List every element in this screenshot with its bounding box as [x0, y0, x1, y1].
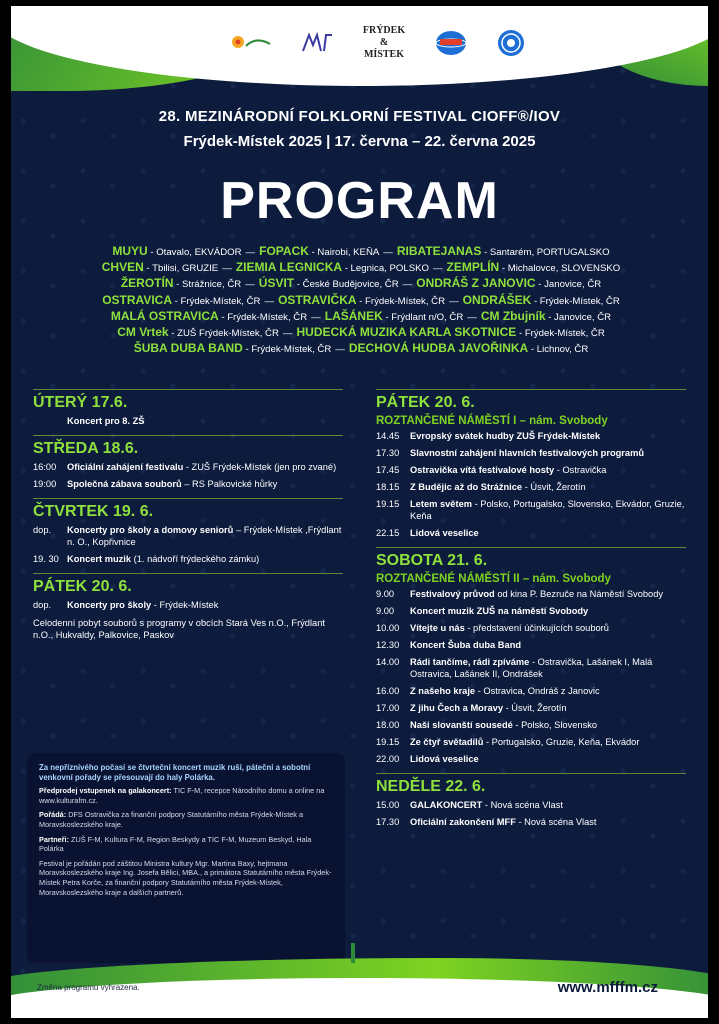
- ensemble-origin: - Frýdek-Místek, ČR: [516, 328, 605, 340]
- venue-heading: ROZTANČENÉ NÁMĚSTÍ II – nám. Svobody: [376, 573, 611, 585]
- event-text: [410, 464, 686, 476]
- ensemble-origin: - Tbilisi, GRUZIE: [143, 263, 219, 275]
- ensemble-name: MALÁ OSTRAVICA: [110, 308, 219, 323]
- event-time: 19. 30: [33, 554, 59, 564]
- event-title: Koncert muzik ZUŠ na náměstí Svobody: [410, 606, 589, 616]
- event-title: Oficiální zakončení MFF: [410, 817, 516, 827]
- festival-name: 28. MEZINÁRODNÍ FOLKLORNÍ FESTIVAL CIOFF®/IOV: [158, 108, 561, 125]
- presale-label: Předprodej vstupenek na galakoncert:: [39, 786, 172, 796]
- day-heading: STŘEDA 18.6.: [33, 440, 139, 457]
- event-title: Festivalový průvod: [410, 589, 495, 599]
- event-text: [410, 639, 686, 651]
- event-time: 16.00: [376, 686, 400, 696]
- event-time: 15.00: [376, 800, 400, 810]
- presale-text: TIC F-M, recepce Národního domu a online na www.kulturafm.cz.: [39, 786, 325, 805]
- ensemble-row: [31, 309, 691, 325]
- ensemble-row: [31, 341, 691, 357]
- event-title: Lidová veselice: [410, 754, 479, 764]
- event-text: [67, 461, 343, 473]
- event-detail: - ZUŠ Frýdek-Místek (jen pro zvané): [183, 462, 337, 472]
- event-time: 9.00: [376, 606, 395, 616]
- event-text: [410, 685, 686, 697]
- ensemble-row: [31, 293, 691, 309]
- event-title: Koncerty pro školy: [67, 600, 152, 610]
- event-text: [410, 736, 686, 748]
- event-detail: - Polsko, Slovensko: [512, 720, 598, 730]
- tower-silhouette-icon: [351, 943, 355, 963]
- event-text: [410, 622, 686, 634]
- ensemble-name: ŽEROTÍN: [120, 276, 174, 291]
- ensemble-separator: —: [311, 311, 321, 323]
- ensemble-origin: - Santarém, PORTUGALSKO: [481, 247, 610, 258]
- weather-note: Za nepříznivého počasí se čtvrteční koncert muzik ruší, páteční a sobotní venkovní pořady se přesouvají do haly Polárka.: [39, 763, 311, 782]
- event-detail: - Portugalsko, Gruzie, Keňa, Ekvádor: [483, 737, 640, 747]
- event-time: 22.15: [376, 528, 400, 538]
- event-time: 17.00: [376, 703, 400, 713]
- event-text: [67, 553, 343, 565]
- event-detail: (1. nádvoří frýdeckého zámku): [131, 554, 260, 564]
- ensemble-name: DECHOVÁ HUDBA JAVOŘINKA: [348, 341, 529, 356]
- program-event: [376, 702, 686, 714]
- program-event: [376, 656, 686, 680]
- ensemble-separator: —: [402, 279, 413, 291]
- event-text: [410, 498, 686, 522]
- day-block: [33, 435, 343, 490]
- program-event: [376, 464, 686, 476]
- ensemble-origin: - Janovice, ČR: [535, 279, 602, 291]
- ensemble-row: [31, 325, 691, 341]
- program-event: [376, 719, 686, 731]
- ensemble-separator: —: [432, 263, 443, 275]
- event-detail: - Frýdek-Místek: [151, 600, 219, 610]
- info-box: [27, 753, 345, 963]
- event-time: 19:00: [33, 479, 57, 489]
- event-time: 10.00: [376, 623, 400, 633]
- ensemble-separator: —: [282, 328, 293, 340]
- event-detail: - Polsko, Portugalsko, Slovensko, Ekvádor, Gruzie, Keňa: [410, 499, 685, 521]
- day-heading: SOBOTA 21. 6.: [376, 552, 488, 569]
- day-heading: NEDĚLE 22. 6.: [376, 778, 486, 795]
- program-event: [33, 599, 343, 611]
- organizer-text: DFS Ostravička za finanční podpory Statutárního města Frýdek-Místek a Moravskoslezského kraje.: [39, 810, 304, 829]
- event-detail: – Frýdek-Místek ,Frýdlant n. O., Kopřivnice: [67, 525, 342, 547]
- event-time: dop.: [33, 525, 52, 535]
- patronage-note: Festival je pořádán pod záštitou Ministra kultury Mgr. Martina Baxy, hejtmana Moravskoslezského kraje Ing. Josefa Bělici, MBA., a primátora Statutárního města Frýdek-Místek Petra Korče, za finanční podpory Statutárního města Frýdek-Místek, Moravskoslezského kraje a dalších partnerů.: [39, 858, 332, 897]
- event-text: [410, 430, 686, 442]
- ensemble-origin: - Strážnice, ČR: [173, 279, 242, 291]
- event-detail: - představení účinkujících souborů: [464, 623, 609, 633]
- ensemble-row: [31, 260, 691, 276]
- ensemble-origin: - Frýdek-Místek, ČR: [531, 295, 620, 307]
- event-title: Koncerty pro školy a domovy seniorů: [67, 525, 234, 535]
- ensemble-separator: —: [245, 279, 255, 291]
- event-title: Ze čtyř světadílů: [410, 737, 484, 747]
- program-left-column: [33, 381, 343, 641]
- event-text: [410, 481, 686, 493]
- event-text: [410, 656, 686, 680]
- ensemble-name: CHVEN: [101, 260, 144, 275]
- event-title: Z Budějic až do Strážnice: [410, 482, 523, 492]
- ensemble-origin: - České Budějovice, ČR: [294, 279, 399, 291]
- event-time: 9.00: [376, 589, 395, 599]
- event-detail: od kina P. Bezruče na Náměstí Svobody: [494, 589, 664, 599]
- ensemble-separator: —: [222, 263, 232, 275]
- organizer-label: Pořádá:: [39, 810, 67, 820]
- festival-poster: [11, 6, 708, 1018]
- event-time: 19.15: [376, 499, 400, 509]
- program-event: [376, 685, 686, 697]
- ensemble-separator: —: [449, 295, 459, 307]
- event-text: [67, 415, 343, 427]
- event-text: [410, 588, 686, 600]
- event-text: [410, 702, 686, 714]
- program-event: [376, 430, 686, 442]
- program-event: [376, 527, 686, 539]
- event-title: GALAKONCERT: [410, 800, 483, 810]
- event-text: [410, 816, 686, 828]
- day-block: [376, 773, 686, 828]
- event-text: [67, 599, 343, 611]
- program-event: [376, 639, 686, 651]
- event-time: 22.00: [376, 754, 400, 764]
- day-heading: ČTVRTEK 19. 6.: [33, 503, 154, 520]
- logo-bar: [226, 18, 526, 68]
- event-detail: - Ostravička, Lašánek I, Malá Ostravica, Lašánek II, Ondrášek: [410, 657, 653, 679]
- ensemble-name: CM Vrtek: [117, 325, 169, 340]
- event-title: Naši slovanští sousedé: [410, 720, 513, 730]
- program-event: [376, 816, 686, 828]
- ensemble-origin: - Nairobi, KEŇA: [308, 247, 380, 258]
- program-event: [33, 553, 343, 565]
- page-title: PROGRAM: [220, 172, 499, 230]
- event-time: 16:00: [33, 462, 57, 472]
- ensemble-row: [31, 244, 691, 260]
- event-title: Letem světem: [410, 499, 473, 509]
- event-time: [33, 415, 67, 427]
- ensemble-name: OSTRAVICA: [102, 292, 172, 307]
- cioff-logo-icon: [434, 28, 468, 58]
- ensemble-origin: - Otavalo, EKVÁDOR: [147, 247, 242, 258]
- program-event: [376, 736, 686, 748]
- ensemble-origin: - Frýdek-Místek, ČR: [356, 295, 446, 307]
- ensemble-origin: - Janovice, ČR: [545, 311, 612, 323]
- program-event: [33, 478, 343, 490]
- program-event: [33, 524, 343, 548]
- ensemble-origin: - ZUŠ Frýdek-Místek, ČR: [168, 328, 279, 340]
- event-time: 12.30: [376, 640, 400, 650]
- organizer-note: [39, 810, 333, 829]
- partners-label: Partneři:: [39, 834, 70, 844]
- event-detail: – RS Palkovické hůrky: [181, 479, 278, 489]
- event-time: 17.30: [376, 448, 400, 458]
- ensemble-origin: - Legnica, POLSKO: [342, 263, 429, 275]
- iov-logo-icon: [496, 28, 526, 58]
- program-event: [376, 753, 686, 765]
- ensemble-name: ONDRÁŠ Z JANOVIC: [416, 276, 536, 291]
- event-text: [67, 524, 343, 548]
- ensemble-origin: - Frýdek-Místek, ČR: [172, 295, 261, 307]
- event-detail: - Nová scéna Vlast: [482, 800, 563, 810]
- event-time: 18.00: [376, 720, 400, 730]
- ensemble-name: ŠUBA DUBA BAND: [133, 341, 243, 356]
- program-event: [376, 622, 686, 634]
- ensemble-origin: - Frýdek-Místek, ČR: [218, 311, 308, 323]
- ensemble-separator: —: [335, 344, 345, 356]
- event-title: Evropský svátek hudby ZUŠ Frýdek-Místek: [410, 431, 601, 441]
- ensemble-name: ONDRÁŠEK: [462, 292, 532, 307]
- event-text: [67, 478, 343, 490]
- event-title: Rádi tančíme, rádi zpíváme: [410, 657, 530, 667]
- program-event: [376, 481, 686, 493]
- event-title: Koncert pro 8. ZŠ: [67, 416, 145, 426]
- day-heading: PÁTEK 20. 6.: [33, 578, 132, 595]
- ensemble-origin: - Frýdek-Místek, ČR: [242, 344, 332, 356]
- ensemble-separator: —: [264, 295, 275, 307]
- flower-logo-icon: [226, 28, 272, 58]
- ensemble-separator: —: [467, 311, 477, 323]
- event-title: Lidová veselice: [410, 528, 479, 538]
- ensemble-name: LAŠÁNEK: [324, 308, 383, 323]
- event-time: 19.15: [376, 737, 400, 747]
- event-title: Společná zábava souborů: [67, 479, 182, 489]
- event-detail: - Úsvit, Žerotín: [503, 703, 567, 713]
- event-title: Vítejte u nás: [410, 623, 465, 633]
- event-title: Oficiální zahájení festivalu: [67, 462, 184, 472]
- program-change-note: Změna programu vyhrazena.: [37, 983, 140, 992]
- festival-dates: Frýdek-Místek 2025 | 17. června – 22. června 2025: [183, 133, 536, 150]
- event-text: [410, 719, 686, 731]
- presale-note: [39, 786, 333, 805]
- event-text: [410, 527, 686, 539]
- event-time: 17.45: [376, 465, 400, 475]
- website-link[interactable]: www.mfffm.cz: [557, 979, 658, 996]
- day-block: [33, 389, 343, 427]
- event-text: [410, 753, 686, 765]
- ensemble-row: [31, 276, 691, 292]
- day-block: [33, 498, 343, 565]
- ensemble-name: HUDECKÁ MUZIKA KARLA SKOTNICE: [296, 325, 517, 340]
- ensemble-name: OSTRAVIČKA: [278, 292, 357, 307]
- partners-note: [39, 835, 333, 854]
- ensemble-name: ZIEMIA LEGNICKA: [235, 260, 343, 275]
- event-detail: - Úsvit, Žerotín: [522, 482, 586, 492]
- event-text: [410, 605, 686, 617]
- partners-text: ZUŠ F-M, Kultura F-M, Region Beskydy a TIC F-M, Muzeum Beskyd, Hala Polárka: [39, 834, 312, 854]
- event-title: Ostravička vítá festivalové hosty: [410, 465, 555, 475]
- program-event: [376, 498, 686, 522]
- ensemble-separator: —: [245, 247, 256, 258]
- event-title: Slavnostní zahájení hlavních festivalových programů: [410, 448, 645, 458]
- event-title: Koncert muzik: [67, 554, 132, 564]
- event-title: Koncert Šuba duba Band: [410, 640, 522, 650]
- program-event: [376, 605, 686, 617]
- ensemble-name: CM Zbujník: [480, 308, 546, 323]
- event-detail: - Nová scéna Vlast: [515, 817, 597, 827]
- ensemble-separator: —: [383, 247, 393, 258]
- venue-heading: ROZTANČENÉ NÁMĚSTÍ I – nám. Svobody: [376, 415, 608, 427]
- ensemble-origin: - Michalovce, SLOVENSKO: [499, 263, 621, 275]
- ensemble-origin: - Lichnov, ČR: [528, 344, 589, 356]
- program-event: [33, 415, 343, 427]
- frydek-mistek-logo: FRÝDEK & MÍSTEK: [362, 25, 406, 60]
- day-block: [33, 573, 343, 641]
- day-heading: ÚTERÝ 17.6.: [33, 394, 128, 411]
- day-block: [376, 389, 686, 539]
- event-time: dop.: [33, 600, 52, 610]
- day-note: Celodenní pobyt souborů s programy v obcích Stará Ves n.O., Frýdlant n.O., Hukvaldy, Palkovice, Paskov: [33, 618, 325, 640]
- event-text: [410, 447, 686, 459]
- event-time: 18.15: [376, 482, 400, 492]
- mff-logo-icon: [300, 31, 334, 55]
- event-text: [410, 799, 686, 811]
- program-event: [376, 799, 686, 811]
- event-title: Z jihu Čech a Moravy: [410, 703, 503, 713]
- event-detail: - Ostravica, Ondráš z Janovic: [475, 686, 600, 696]
- ensemble-name: ZEMPLÍN: [446, 260, 500, 275]
- day-block: [376, 547, 686, 765]
- event-time: 14.00: [376, 657, 400, 667]
- event-time: 17.30: [376, 817, 400, 827]
- event-title: Z našeho kraje: [410, 686, 476, 696]
- program-event: [376, 588, 686, 600]
- program-event: [376, 447, 686, 459]
- ensemble-name: MUYU: [112, 244, 148, 258]
- ensemble-origin: - Frýdlant n/O, ČR: [382, 311, 464, 323]
- event-detail: - Ostravička: [554, 465, 607, 475]
- ensemble-name: FOPACK: [259, 244, 309, 258]
- event-time: 14.45: [376, 431, 400, 441]
- program-event: [33, 461, 343, 473]
- ensemble-name: RIBATEJANAS: [396, 244, 482, 258]
- ensemble-name: ÚSVIT: [258, 276, 295, 291]
- program-right-column: [376, 381, 686, 833]
- day-heading: PÁTEK 20. 6.: [376, 394, 475, 411]
- ensembles-list: [31, 244, 691, 357]
